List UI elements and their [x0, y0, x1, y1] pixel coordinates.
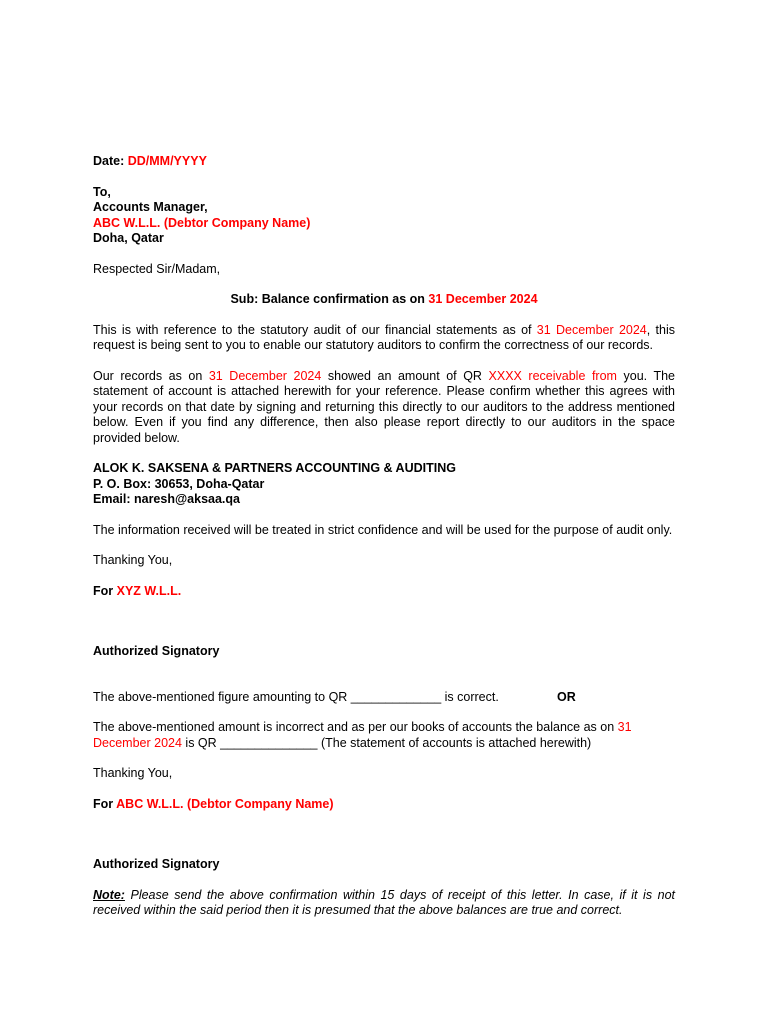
date-line	[93, 154, 675, 170]
auditor-block	[93, 461, 675, 508]
subject-line	[93, 292, 675, 308]
para2-text-1: Our records as on	[93, 368, 209, 383]
confirm-correct-text: The above-mentioned figure amounting to QR _____________ is correct.	[93, 689, 499, 704]
confirm-incorrect-paragraph	[93, 720, 675, 751]
para2-date: 31 December 2024	[208, 368, 322, 383]
confirm-incorrect-text-2: is QR ______________ (The statement of accounts is attached herewith)	[181, 735, 592, 750]
authorized-signatory-second: Authorized Signatory	[93, 857, 220, 871]
for1-company: XYZ W.L.L.	[116, 583, 182, 598]
date-label: Date:	[93, 154, 128, 168]
thanks-second: Thanking You,	[93, 766, 173, 780]
note-paragraph	[93, 888, 675, 919]
auditor-email: Email: naresh@aksaa.qa	[93, 492, 240, 506]
confirm-incorrect-text-1: The above-mentioned amount is incorrect and as per our books of accounts the balance as on	[93, 720, 618, 734]
para2-amount: XXXX receivable from	[488, 368, 617, 383]
letter-body	[93, 154, 675, 919]
for2-company: ABC W.L.L. (Debtor Company Name)	[116, 796, 334, 811]
or-separator: OR	[557, 689, 576, 704]
authorized-signatory-first: Authorized Signatory	[93, 644, 220, 658]
confirm-incorrect-date: 31 December 2024	[93, 720, 632, 750]
reference-paragraph	[93, 323, 675, 354]
for1-prefix: For	[93, 583, 117, 598]
recipient-block	[93, 185, 675, 247]
records-paragraph	[93, 369, 675, 447]
recipient-to: To,	[93, 184, 111, 199]
para2-text-3: you. The statement of account is attached herewith for your reference. Please confirm whether this agrees with your records on that date by signing and returning this directly to our auditors to the address mentioned below. Even if you find any difference, then also please report directly to our auditors in the space provided below.	[93, 368, 675, 445]
para1-date: 31 December 2024	[536, 322, 647, 337]
for2-prefix: For	[93, 796, 117, 811]
recipient-company: ABC W.L.L. (Debtor Company Name)	[93, 215, 311, 230]
note-text: Please send the above confirmation within 15 days of receipt of this letter. In case, if it is not received within the said period then it is presumed that the above balances are true and correct.	[93, 887, 675, 917]
thanks-first: Thanking You,	[93, 553, 173, 567]
subject-date: 31 December 2024	[428, 292, 538, 306]
note-label: Note:	[93, 887, 125, 902]
for-company-first	[93, 584, 675, 600]
for-company-second	[93, 797, 675, 813]
confidentiality-paragraph: The information received will be treated in strict confidence and will be used for the purpose of audit only.	[93, 522, 673, 537]
auditor-po-box: P. O. Box: 30653, Doha-Qatar	[93, 476, 265, 491]
recipient-city: Doha, Qatar	[93, 231, 164, 245]
salutation: Respected Sir/Madam,	[93, 261, 221, 276]
date-value: DD/MM/YYYY	[127, 154, 207, 168]
recipient-title: Accounts Manager,	[93, 200, 208, 214]
confirm-correct-row	[93, 690, 675, 706]
auditor-name: ALOK K. SAKSENA & PARTNERS ACCOUNTING & AUDITING	[93, 461, 456, 475]
subject-prefix: Sub: Balance confirmation as on	[230, 292, 429, 306]
para2-text-2: showed an amount of QR	[321, 368, 489, 383]
para1-text-2: , this request is being sent to you to enable our statutory auditors to confirm the correctness of our records.	[93, 322, 675, 352]
para1-text-1: This is with reference to the statutory audit of our financial statements as of	[93, 322, 537, 337]
